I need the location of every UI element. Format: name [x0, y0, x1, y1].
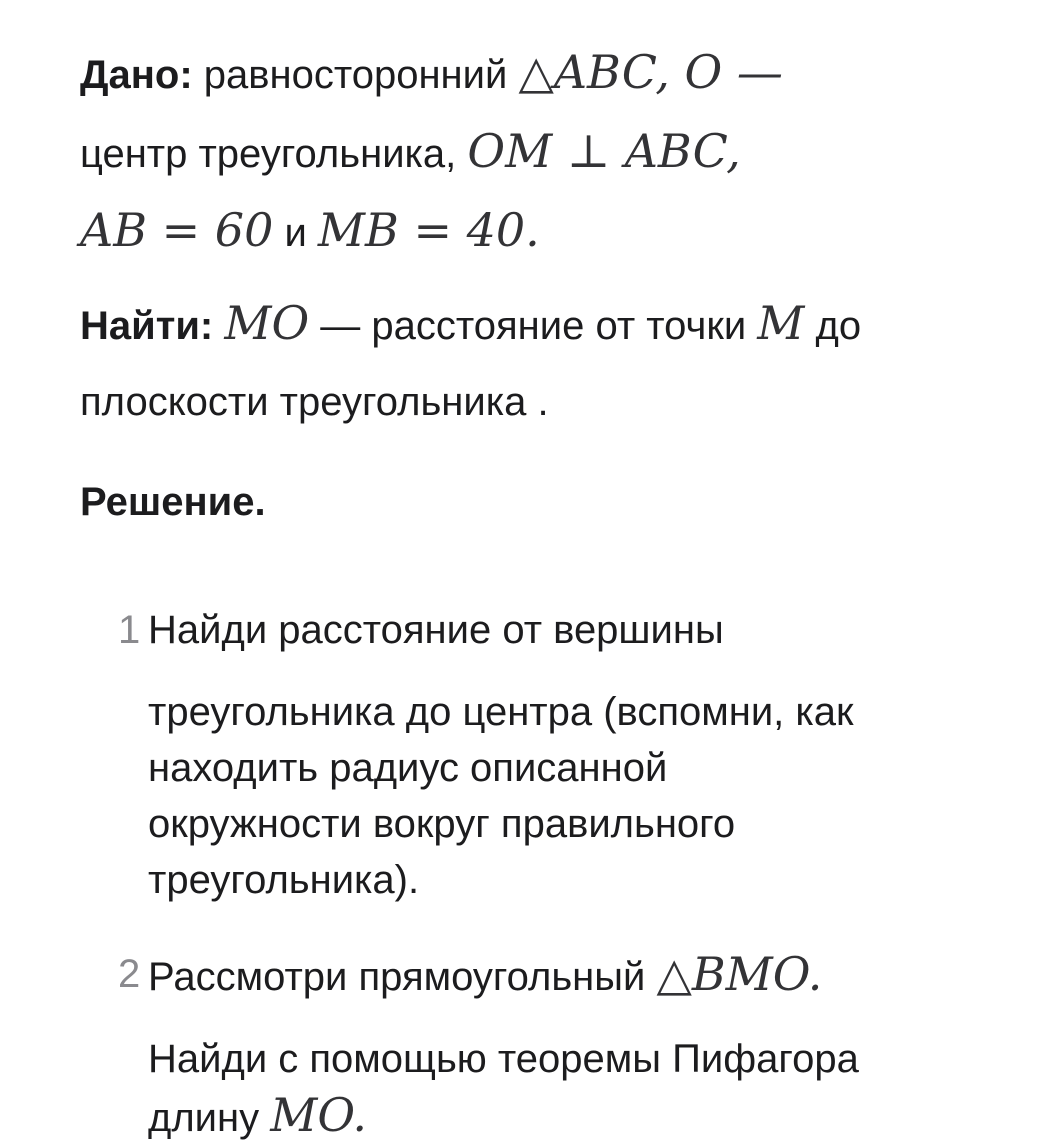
given-math-ab: AB = 60 — [80, 203, 274, 257]
step-first-line — [148, 946, 980, 1005]
find-label: Найти: — [80, 304, 214, 348]
step-item — [118, 602, 980, 908]
step-rest-line: окружности вокруг правильного — [148, 802, 736, 846]
step-number: 1 — [118, 608, 141, 652]
given-label: Дано: — [80, 53, 193, 97]
step-rest-line: треугольника до центра (вспомни, как — [148, 690, 854, 734]
find-math-mo: MO — [224, 296, 310, 350]
find-text-1: — расстояние от точки — [309, 304, 758, 348]
step-math-bmo: △BMO. — [656, 947, 823, 1001]
step-first-text: Рассмотри прямоугольный — [148, 955, 657, 999]
given-math-triangle: △ABC, O — — [518, 45, 783, 99]
steps-list — [80, 602, 980, 1146]
step-rest-text-inline: длину — [148, 1096, 271, 1140]
given-math-perpendicular: OM ⊥ ABC, — [467, 124, 741, 178]
solution-heading: Решение. — [80, 480, 266, 524]
given-text-1: равносторонний — [192, 53, 519, 97]
step-rest-line: находить радиус описанной — [148, 746, 668, 790]
given-text-2: центр треугольника, — [80, 132, 468, 176]
find-block — [80, 285, 980, 440]
step-number: 2 — [118, 952, 141, 996]
step-math-mo: MO. — [270, 1088, 367, 1142]
find-text-2: до — [804, 304, 862, 348]
step-first-line: Найди расстояние от вершины — [148, 608, 724, 652]
step-rest-text — [148, 1031, 980, 1146]
find-text-3: плоскости треугольника . — [80, 380, 549, 424]
given-math-mb: MB = 40. — [317, 203, 540, 257]
step-item — [118, 946, 980, 1146]
step-rest-line: треугольника). — [148, 858, 420, 902]
given-block — [80, 34, 980, 271]
given-text-3: и — [273, 211, 318, 255]
step-rest-line: Найди с помощью теоремы Пифагора — [148, 1037, 859, 1081]
find-math-m: M — [757, 296, 805, 350]
task-content — [80, 34, 980, 1146]
step-rest-text — [148, 684, 980, 908]
